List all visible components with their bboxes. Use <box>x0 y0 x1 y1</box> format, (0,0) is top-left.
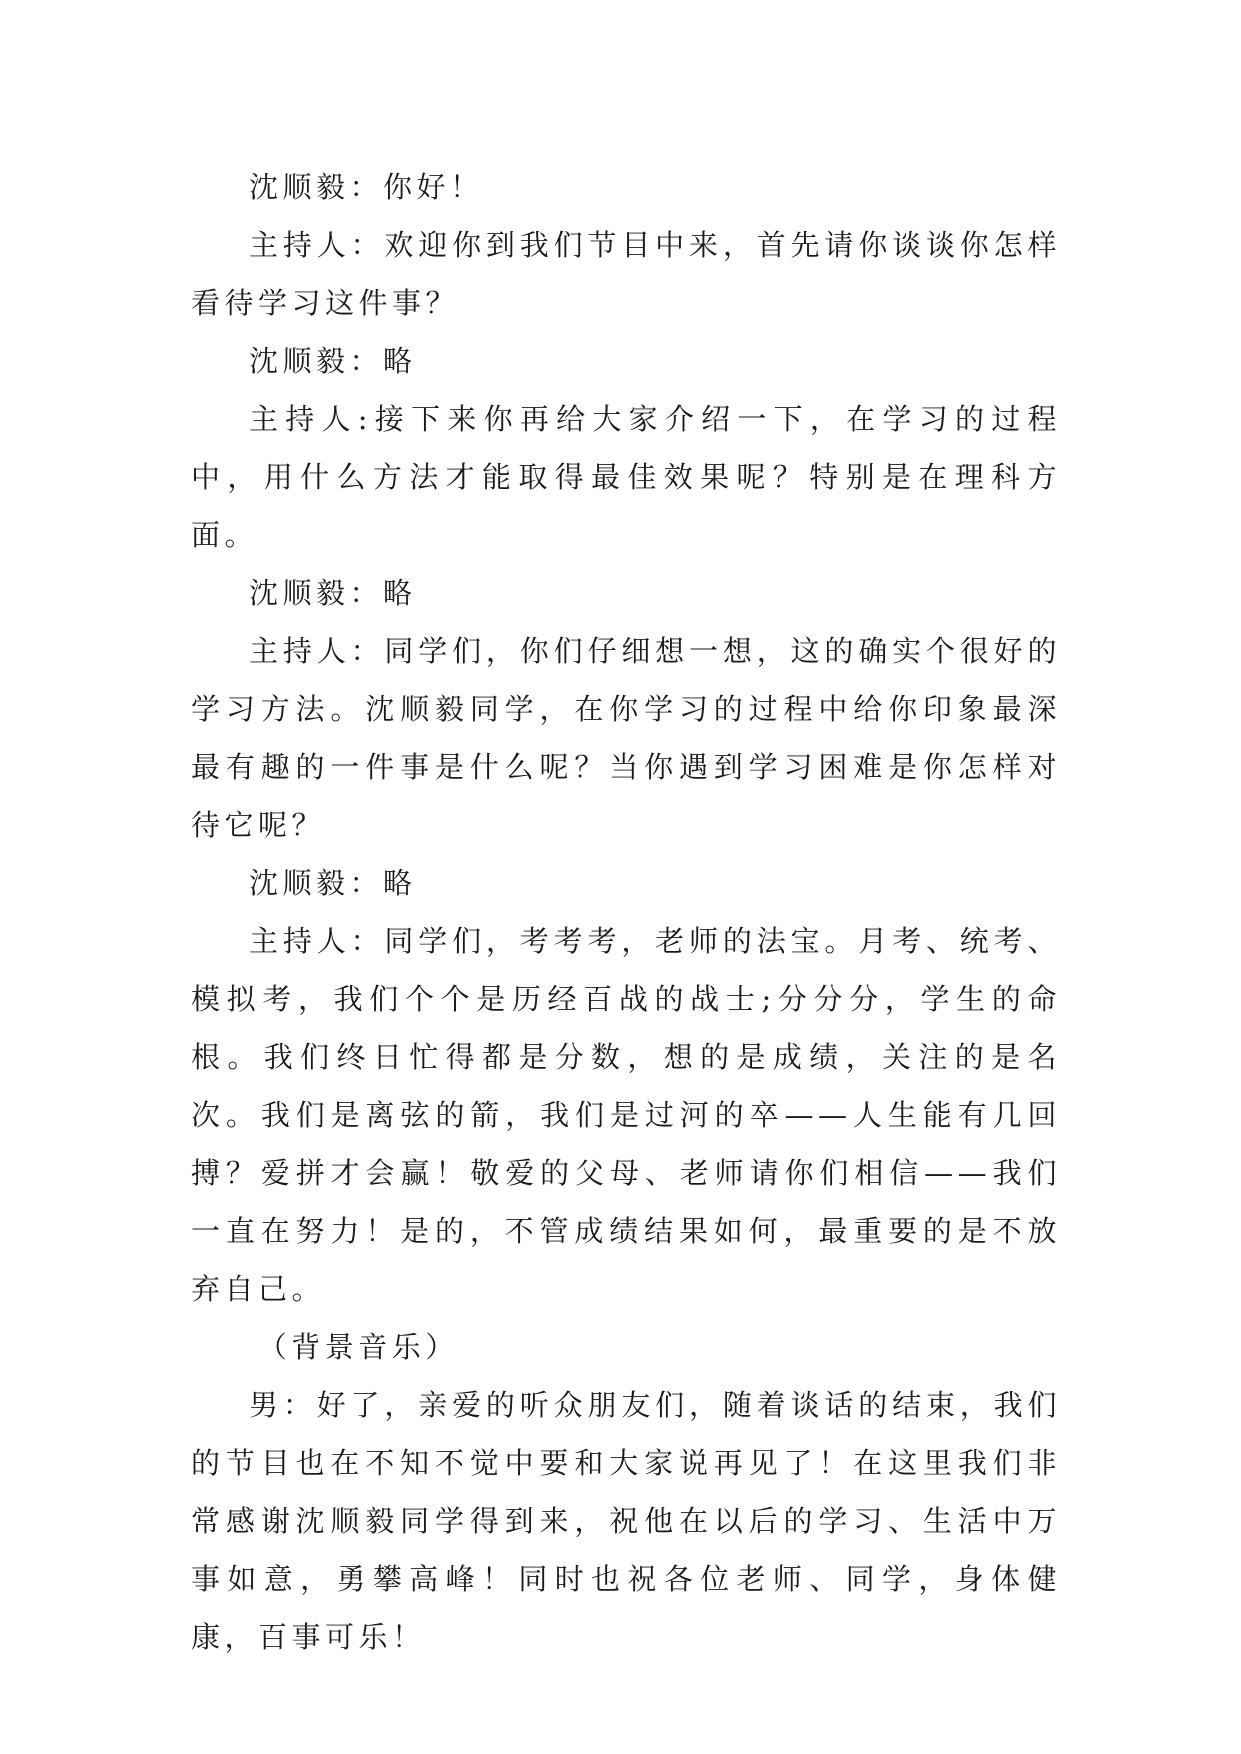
paragraph-host-question-1: 主持人：欢迎你到我们节目中来，首先请你谈谈你怎样看待学习这件事？ <box>191 228 1061 320</box>
paragraph-answer-1: 沈顺毅：略 <box>249 344 417 378</box>
paragraph-closing: 男：好了，亲爱的听众朋友们，随着谈话的结束，我们的节目也在不知不觉中要和大家说再见了！在这里我们非常感谢沈顺毅同学得到来，祝他在以后的学习、生活中万事如意，勇攀高峰！同时也祝各位老师、同学，身体健康，百事可乐！ <box>191 1388 1061 1654</box>
paragraph-host-question-3: 主持人：同学们，你们仔细想一想，这的确实个很好的学习方法。沈顺毅同学，在你学习的过程中给你印象最深最有趣的一件事是什么呢？当你遇到学习困难是你怎样对待它呢？ <box>191 634 1061 842</box>
paragraph-greeting: 沈顺毅：你好！ <box>249 170 484 204</box>
paragraph-host-question-2: 主持人:接下来你再给大家介绍一下，在学习的过程中，用什么方法才能取得最佳效果呢？特别是在理科方面。 <box>191 402 1061 552</box>
document-body <box>191 158 1061 1666</box>
paragraph-answer-3: 沈顺毅：略 <box>249 866 417 900</box>
paragraph-answer-2: 沈顺毅：略 <box>249 576 417 610</box>
paragraph-host-speech: 主持人：同学们，考考考，老师的法宝。月考、统考、模拟考，我们个个是历经百战的战士;分分分，学生的命根。我们终日忙得都是分数，想的是成绩，关注的是名次。我们是离弦的箭，我们是过河的卒——人生能有几回搏？爱拼才会赢！敬爱的父母、老师请你们相信——我们一直在努力！是的，不管成绩结果如何，最重要的是不放弃自己。 <box>191 924 1061 1306</box>
paragraph-stage-direction: （背景音乐） <box>257 1330 459 1364</box>
